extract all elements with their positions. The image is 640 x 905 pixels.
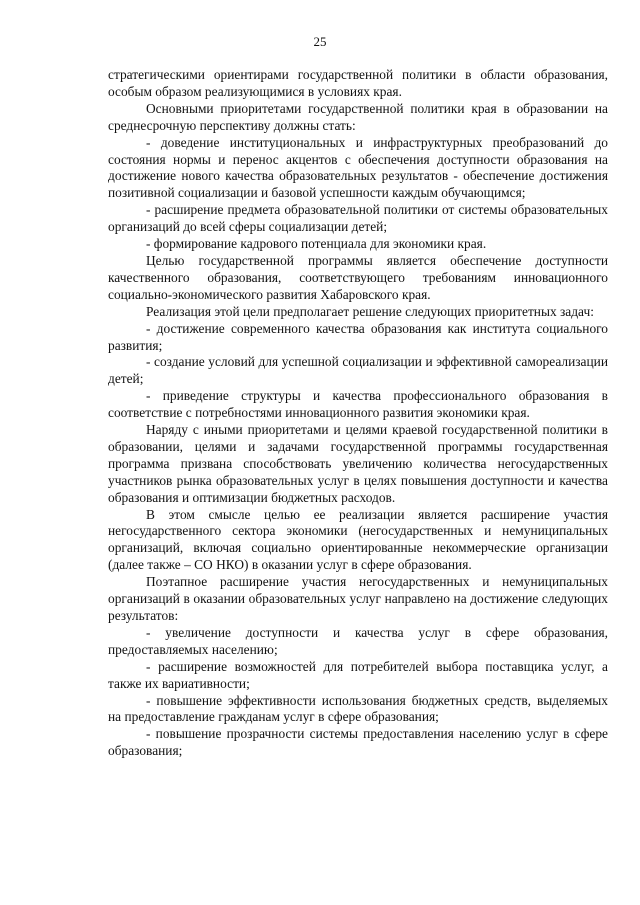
- list-item: - повышение прозрачности системы предоставления населению услуг в сфере образования;: [108, 726, 608, 759]
- paragraph: стратегическими ориентирами государственной политики в области образования, особым образом реализующимися в условиях края.: [108, 67, 608, 99]
- list-item: - формирование кадрового потенциала для экономики края.: [146, 236, 487, 252]
- list-item: - расширение предмета образовательной политики от системы образовательных организаций до всей сферы социализации детей;: [108, 202, 608, 235]
- list-item: - доведение институциональных и инфраструктурных преобразований до состояния нормы и перенос акцентов с обеспечения доступности образования на достижение нового качества образовательных результатов - обеспечение достижения позитивной социализации и базовой успешности каждым обучающимся;: [108, 134, 608, 201]
- list-item: - повышение эффективности использования бюджетных средств, выделяемых на предоставление гражданам услуг в сфере образования;: [108, 692, 608, 725]
- list-item: - приведение структуры и качества профессионального образования в соответствие с потребностями инновационного развития экономики края.: [108, 388, 608, 421]
- paragraph: Основными приоритетами государственной политики края в образовании на среднесрочную перспективу должны стать:: [108, 100, 608, 133]
- paragraph: Наряду с иными приоритетами и целями краевой государственной политики в образовании, целями и задачами государственной программы государственная программа призвана способствовать увеличению количества негосударственных участников рынка образовательных услуг в целях повышения доступности и качества образования и оптимизации бюджетных расходов.: [108, 422, 608, 505]
- paragraph: Целью государственной программы является обеспечение доступности качественного образования, соответствующего требованиям инновационного социально-экономического развития Хабаровского края.: [108, 252, 608, 302]
- page-number: 25: [313, 34, 327, 49]
- document-body: [108, 67, 608, 760]
- list-item: - увеличение доступности и качества услуг в сфере образования, предоставляемых населению;: [108, 624, 608, 657]
- paragraph: Поэтапное расширение участия негосударственных и немуниципальных организаций в оказании образовательных услуг направлено на достижение следующих результатов:: [108, 574, 608, 623]
- list-item: - расширение возможностей для потребителей выбора поставщика услуг, а также их вариативности;: [108, 658, 608, 691]
- list-item: - создание условий для успешной социализации и эффективной самореализации детей;: [108, 354, 608, 387]
- paragraph: В этом смысле целью ее реализации является расширение участия негосударственного сектора экономики (негосударственных и немуниципальных организаций, включая социально ориентированные некоммерческие организации (далее также – СО НКО) в оказании услуг в сфере образования.: [108, 506, 608, 573]
- list-item: - достижение современного качества образования как института социального развития;: [108, 320, 608, 353]
- paragraph: Реализация этой цели предполагает решение следующих приоритетных задач:: [146, 303, 594, 319]
